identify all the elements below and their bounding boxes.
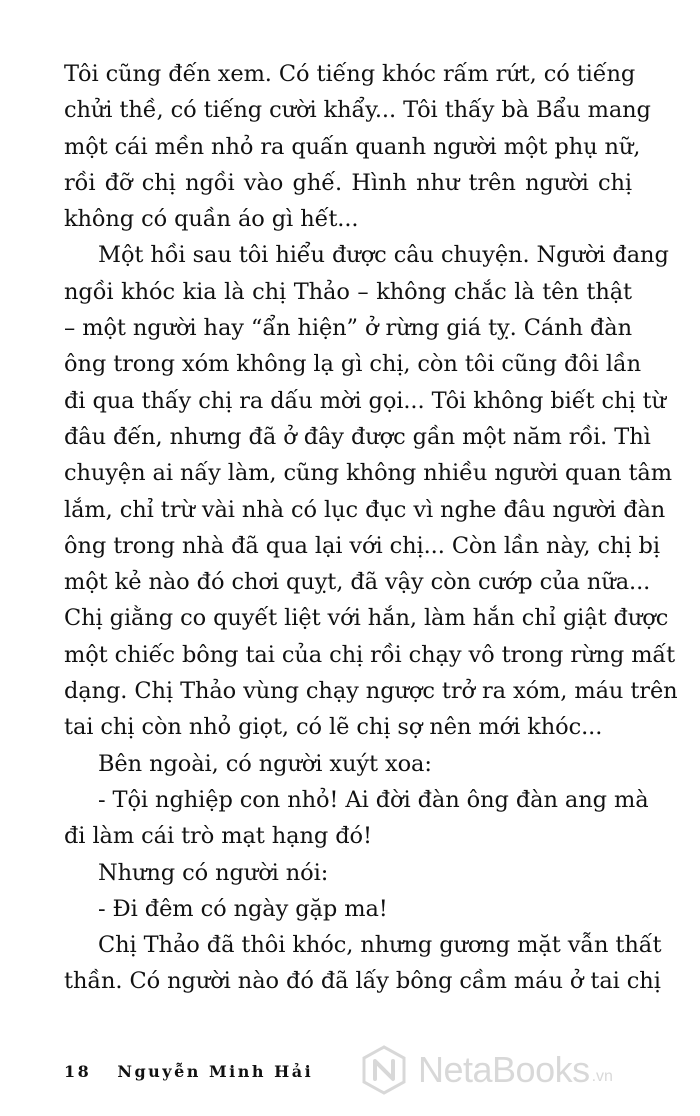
- text-line: thần. Có người nào đó đã lấy bông cầm máu ở tai chị: [64, 968, 661, 995]
- text-line: ông trong nhà đã qua lại với chị... Còn lần này, chị bị: [64, 532, 660, 559]
- text-line: Bên ngoài, có người xuýt xoa:: [98, 750, 432, 777]
- watermark-tld: .vn: [591, 1068, 613, 1085]
- text-line: một chiếc bông tai của chị rồi chạy vô trong rừng mất: [64, 641, 676, 668]
- text-line: rồi đỡ chị ngồi vào ghế. Hình như trên người chị: [64, 169, 632, 196]
- text-line: - Đi đêm có ngày gặp ma!: [98, 895, 388, 922]
- text-line: ngồi khóc kia là chị Thảo – không chắc là tên thật: [64, 278, 632, 305]
- text-line: dạng. Chị Thảo vùng chạy ngược trở ra xóm, máu trên: [64, 678, 678, 705]
- page-number: 18: [64, 1062, 92, 1081]
- text-line: Nhưng có người nói:: [98, 859, 329, 886]
- text-line: một kẻ nào đó chơi quỵt, đã vậy còn cướp của nữa...: [64, 569, 651, 596]
- text-line: đi làm cái trò mạt hạng đó!: [64, 823, 372, 850]
- text-line: tai chị còn nhỏ giọt, có lẽ chị sợ nên mới khóc...: [64, 714, 603, 741]
- text-line: Chị giằng co quyết liệt với hắn, làm hắn chỉ giật được: [64, 605, 669, 632]
- text-line: Chị Thảo đã thôi khóc, nhưng gương mặt vẫn thất: [98, 932, 662, 959]
- text-line: chửi thề, có tiếng cười khẩy... Tôi thấy bà Bẩu mang: [64, 97, 651, 124]
- watermark: [358, 1040, 688, 1100]
- text-line: chuyện ai nấy làm, cũng không nhiều người quan tâm: [64, 460, 672, 487]
- text-line: không có quần áo gì hết...: [64, 206, 359, 233]
- text-line: ông trong xóm không lạ gì chị, còn tôi cũng đôi lần: [64, 351, 642, 378]
- netabooks-logo-icon: [358, 1044, 410, 1096]
- text-line: Một hồi sau tôi hiểu được câu chuyện. Người đang: [98, 242, 669, 269]
- text-line: lắm, chỉ trừ vài nhà có lục đục vì nghe đâu người đàn: [64, 496, 666, 523]
- text-line: đâu đến, nhưng đã ở đây được gần một năm rồi. Thì: [64, 423, 651, 450]
- text-line: một cái mền nhỏ ra quấn quanh người một phụ nữ,: [64, 133, 641, 160]
- text-line: – một người hay “ẩn hiện” ở rừng giá tỵ. Cánh đàn: [64, 315, 632, 342]
- text-line: đi qua thấy chị ra dấu mời gọi... Tôi không biết chị từ: [64, 387, 666, 414]
- body-text: [64, 56, 678, 1000]
- page-footer: [64, 1062, 313, 1081]
- text-line: - Tội nghiệp con nhỏ! Ai đời đàn ông đàn ang mà: [98, 786, 649, 813]
- author-name: Nguyễn Minh Hải: [117, 1062, 314, 1081]
- text-line: Tôi cũng đến xem. Có tiếng khóc rấm rứt, có tiếng: [64, 61, 636, 87]
- watermark-brand: NetaBooks: [418, 1049, 590, 1090]
